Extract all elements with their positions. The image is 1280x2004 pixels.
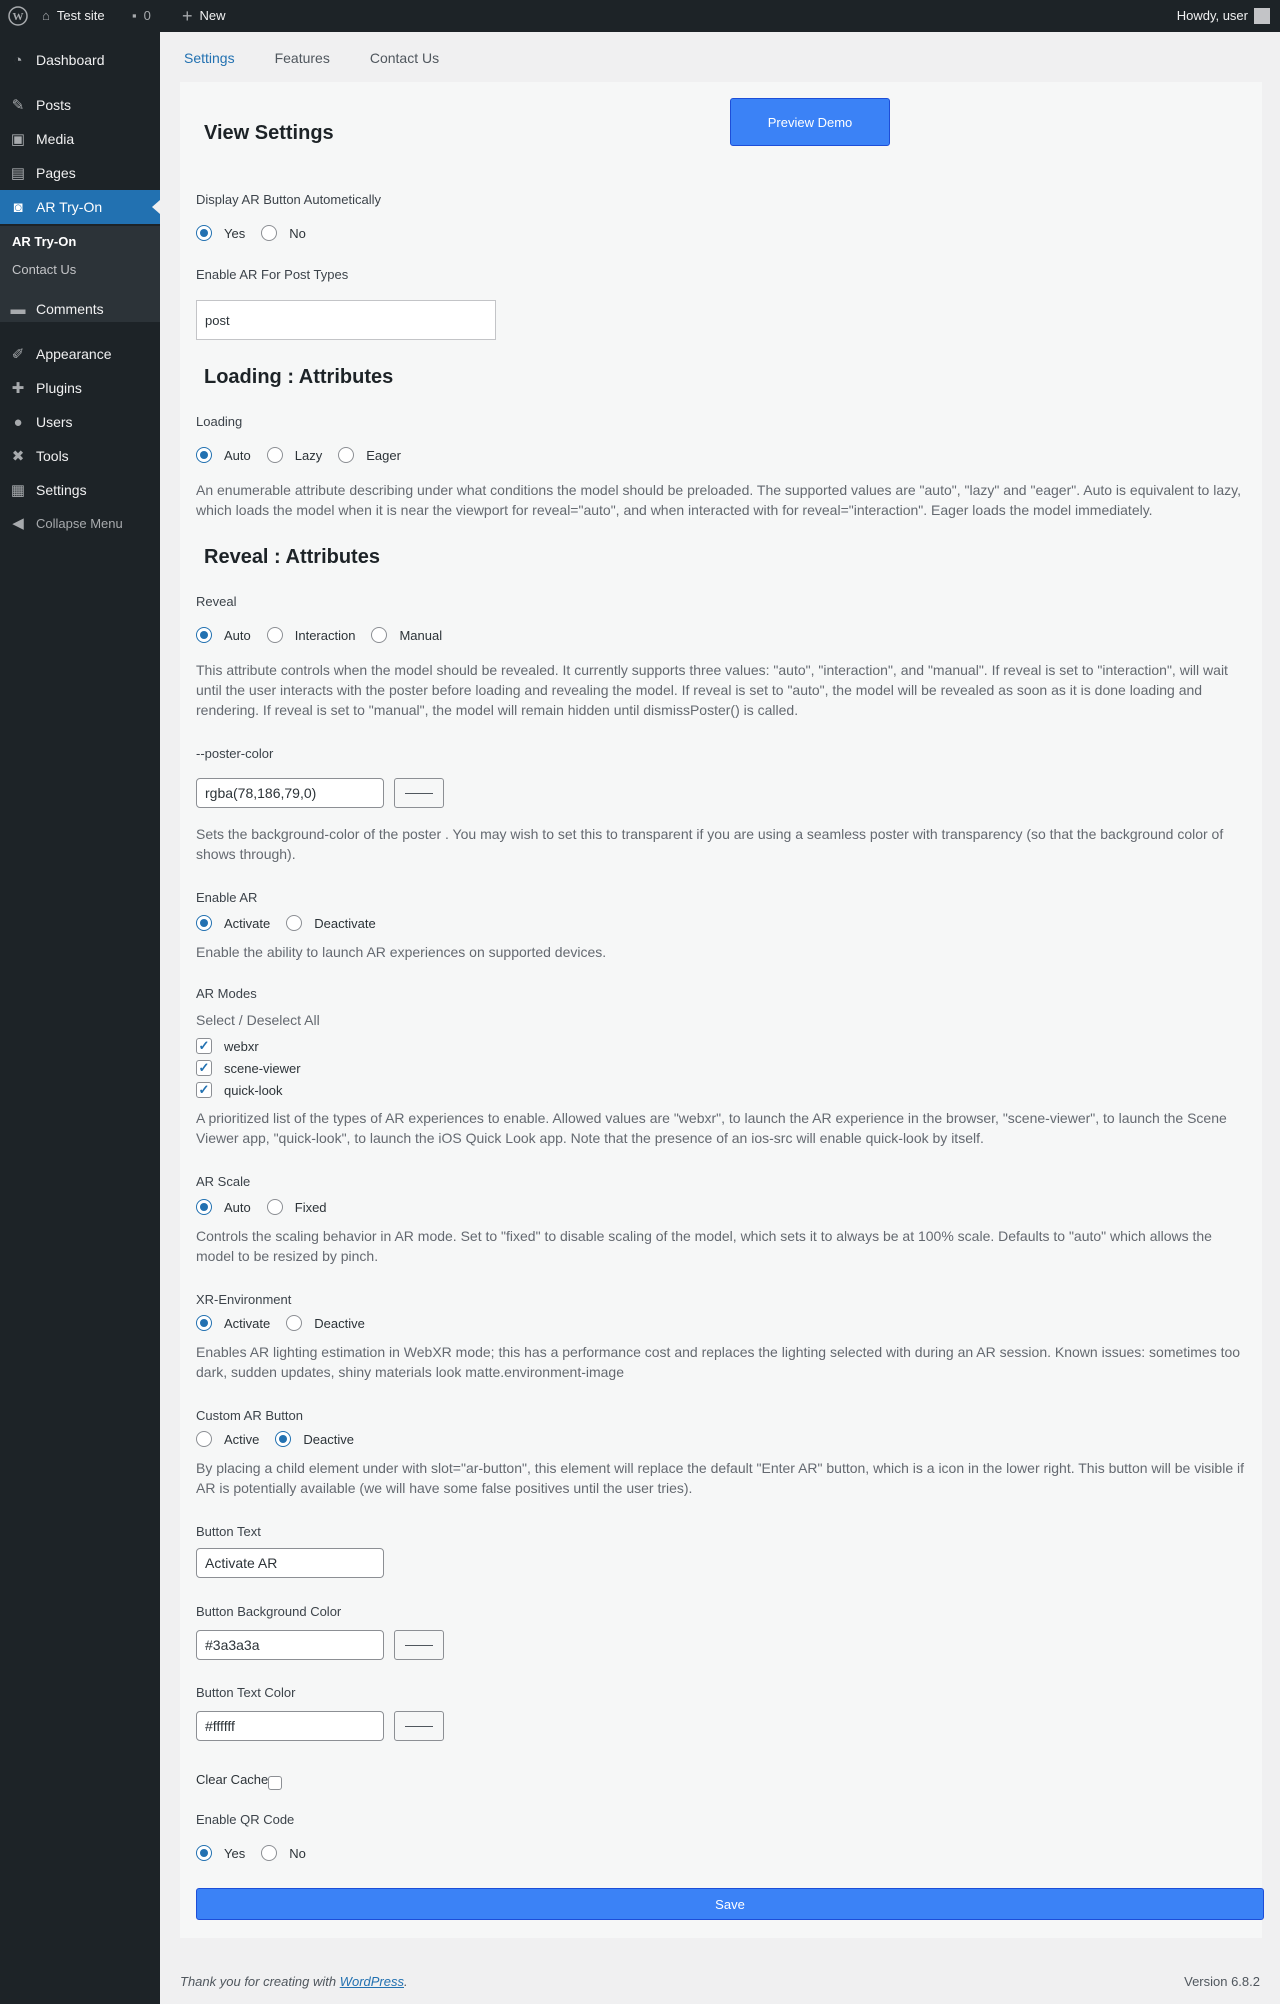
checkbox-label: webxr: [224, 1038, 259, 1054]
new-label: New: [199, 8, 226, 23]
submenu-item-ar-tryon[interactable]: AR Try-On: [12, 234, 77, 249]
plug-icon: ✚: [11, 380, 25, 397]
radio-label: Eager: [366, 447, 401, 463]
ar-mode-webxr: [196, 1038, 259, 1054]
ar-tryon-icon: ◙: [13, 198, 23, 216]
reveal-interaction-radio[interactable]: [267, 627, 283, 643]
section-title-view-settings: View Settings: [204, 122, 334, 144]
footer-version: Version 6.8.2: [1184, 1974, 1260, 1989]
button-bg-color-input[interactable]: #3a3a3a: [196, 1630, 384, 1660]
ar-modes-label: AR Modes: [196, 986, 257, 1001]
custom-button-deactive-radio[interactable]: [275, 1431, 291, 1447]
custom-ar-button-radio-group: [196, 1431, 370, 1447]
button-text-color-label: Button Text Color: [196, 1685, 296, 1700]
settings-panel: [180, 82, 1262, 1938]
comment-bubble-icon: ▪: [132, 8, 137, 23]
radio-label: Manual: [399, 627, 443, 643]
radio-label: No: [289, 225, 306, 241]
sidebar-item-ar-tryon[interactable]: [0, 190, 160, 224]
ar-scale-radio-group: [196, 1199, 343, 1215]
sidebar-item-label: Media: [36, 131, 75, 147]
reveal-manual-radio[interactable]: [371, 627, 387, 643]
dashboard-icon: ◔: [13, 51, 23, 69]
qr-code-label: Enable QR Code: [196, 1812, 295, 1827]
xr-environment-radio-group: [196, 1315, 381, 1331]
clear-cache-row: [196, 1768, 294, 1790]
sidebar-item-media[interactable]: [0, 122, 160, 156]
comments-link[interactable]: [132, 0, 151, 32]
ar-mode-quick-look-checkbox[interactable]: ✓: [196, 1082, 212, 1098]
footer-thanks-text: Thank you for creating with: [180, 1974, 340, 1989]
radio-label: Deactivate: [314, 915, 376, 931]
display-ar-label: Display AR Button Autometically: [196, 192, 381, 207]
radio-label: Auto: [224, 1199, 251, 1215]
radio-label: Auto: [224, 627, 251, 643]
comments-icon: ▬: [10, 300, 26, 318]
tab-settings[interactable]: Settings: [184, 50, 235, 66]
collapse-menu-button[interactable]: [0, 506, 160, 540]
my-account-link[interactable]: [1177, 0, 1270, 32]
avatar: [1254, 8, 1270, 24]
pin-icon: ✎: [11, 97, 25, 114]
poster-color-label: --poster-color: [196, 746, 274, 761]
radio-label: Interaction: [294, 627, 356, 643]
comments-count: 0: [143, 8, 151, 23]
sidebar-item-posts[interactable]: [0, 88, 160, 122]
custom-ar-button-description: By placing a child element under with slot="ar-button", this element will replace the default "Enter AR" button, which is a icon in the lower right. This button will be visible if AR is potentially available (we will have some false positives until the user tries).: [196, 1460, 1244, 1496]
sidebar-item-label: Users: [36, 414, 73, 430]
settings-icon: ▦: [10, 482, 26, 499]
qr-code-radio-group: [196, 1845, 322, 1861]
wordpress-link[interactable]: WordPress: [339, 1974, 404, 1989]
ar-scale-label: AR Scale: [196, 1174, 251, 1189]
home-icon: ⌂: [42, 8, 50, 23]
wrench-icon: ✖: [11, 448, 25, 465]
enable-ar-radio-group: [196, 915, 392, 931]
sidebar-item-label: Dashboard: [36, 52, 105, 68]
sidebar-item-pages[interactable]: [0, 156, 160, 190]
ar-modes-description: A prioritized list of the types of AR experiences to enable. Allowed values are "webxr", to launch the AR experience in the browser, "scene-viewer", to launch the Scene Viewer app, "quick-look", to launch the iOS Quick Look app. Note that the presence of an ios-src will enable quick-look by itself.: [196, 1110, 1227, 1146]
reveal-label: Reveal: [196, 594, 237, 609]
admin-sidebar: [0, 32, 160, 2004]
button-bg-color-picker-button[interactable]: [394, 1630, 444, 1660]
reveal-radio-group: [196, 627, 458, 643]
sidebar-item-label: Comments: [36, 301, 104, 317]
radio-label: Yes: [224, 1845, 246, 1861]
qr-code-yes-radio[interactable]: [196, 1845, 212, 1861]
settings-tabs: [184, 50, 479, 66]
admin-bar: [0, 0, 1280, 32]
custom-button-active-radio[interactable]: [196, 1431, 212, 1447]
sidebar-item-dashboard[interactable]: [0, 43, 160, 77]
xr-env-deactive-radio[interactable]: [286, 1315, 302, 1331]
submenu-item-contact-us[interactable]: Contact Us: [12, 262, 77, 277]
enable-ar-label: Enable AR: [196, 890, 258, 905]
loading-radio-group: [196, 447, 417, 463]
tab-features[interactable]: Features: [274, 50, 330, 66]
xr-env-activate-radio[interactable]: [196, 1315, 212, 1331]
site-name: Test site: [56, 8, 105, 23]
radio-label: Auto: [224, 447, 251, 463]
checkbox-label: scene-viewer: [224, 1060, 301, 1076]
ar-mode-scene-viewer-checkbox[interactable]: ✓: [196, 1060, 212, 1076]
media-icon: ▣: [10, 131, 26, 148]
radio-label: Active: [224, 1431, 260, 1447]
sidebar-item-label: AR Try-On: [36, 199, 103, 215]
radio-label: Activate: [224, 915, 271, 931]
wordpress-logo-icon[interactable]: [8, 0, 28, 32]
loading-eager-radio[interactable]: [338, 447, 354, 463]
sidebar-item-label: Settings: [36, 482, 87, 498]
site-name-link[interactable]: [42, 0, 105, 32]
sidebar-item-label: Plugins: [36, 380, 82, 396]
svg-text:W: W: [12, 11, 24, 23]
ar-mode-quick-look: [196, 1082, 283, 1098]
loading-auto-radio[interactable]: [196, 447, 212, 463]
enable-ar-activate-radio[interactable]: [196, 915, 212, 931]
sidebar-item-plugins[interactable]: [0, 371, 160, 405]
user-icon: ●: [13, 413, 23, 431]
reveal-auto-radio[interactable]: [196, 627, 212, 643]
sidebar-item-label: Collapse Menu: [36, 515, 123, 531]
reveal-description: This attribute controls when the model should be revealed. It currently supports three values: "auto", "interaction", and "manual". If reveal is set to "interaction", will wait until the user interacts with the poster before loading and revealing the model. If reveal is set to "auto", the model will be revealed as soon as it is done loading and rendering. If reveal is set to "manual", the model will remain hidden until dismissPoster() is called.: [196, 662, 1228, 718]
pages-icon: ▤: [10, 165, 26, 182]
display-ar-radio-group: [196, 225, 322, 241]
clear-cache-label: Clear Cache: [196, 1771, 269, 1787]
ar-scale-auto-radio[interactable]: [196, 1199, 212, 1215]
new-content-link[interactable]: [182, 0, 226, 32]
enable-ar-deactivate-radio[interactable]: [286, 915, 302, 931]
button-text-color-input[interactable]: #ffffff: [196, 1711, 384, 1741]
brush-icon: ✐: [11, 346, 25, 363]
loading-lazy-radio[interactable]: [267, 447, 283, 463]
poster-color-picker-button[interactable]: [394, 778, 444, 808]
xr-environment-label: XR-Environment: [196, 1292, 292, 1307]
poster-color-description: Sets the background-color of the poster . You may wish to set this to transparent if you are using a seamless poster with transparency (so that the background color of shows through).: [196, 826, 1224, 862]
sidebar-item-comments[interactable]: [0, 292, 160, 326]
display-ar-yes-radio[interactable]: [196, 225, 212, 241]
sidebar-item-settings[interactable]: [0, 473, 160, 507]
sidebar-item-appearance[interactable]: [0, 337, 160, 371]
sidebar-item-label: Pages: [36, 165, 76, 181]
howdy-text: Howdy, user: [1176, 8, 1248, 23]
ar-scale-description: Controls the scaling behavior in AR mode. Set to "fixed" to disable scaling of the model, which sets it to always be at 100% scale. Defaults to "auto" which allows the model to be resized by pinch.: [196, 1228, 1212, 1264]
custom-ar-button-label: Custom AR Button: [196, 1408, 303, 1423]
collapse-icon: ◀: [12, 515, 24, 532]
ar-mode-scene-viewer: [196, 1060, 301, 1076]
checkbox-label: quick-look: [224, 1082, 283, 1098]
xr-environment-description: Enables AR lighting estimation in WebXR mode; this has a performance cost and replaces the lighting selected with during an AR session. Known issues: sometimes too dark, sudden updates, shiny materials look matte.environment-image: [196, 1344, 1241, 1380]
sidebar-item-label: Tools: [36, 448, 69, 464]
section-title-loading: Loading : Attributes: [204, 366, 394, 388]
radio-label: No: [289, 1845, 306, 1861]
enable-ar-description: Enable the ability to launch AR experiences on supported devices.: [196, 944, 607, 960]
display-ar-no-radio[interactable]: [261, 225, 277, 241]
button-text-input[interactable]: Activate AR: [196, 1548, 384, 1578]
sidebar-item-users[interactable]: [0, 405, 160, 439]
button-bg-color-label: Button Background Color: [196, 1604, 342, 1619]
radio-label: Activate: [224, 1315, 271, 1331]
save-button[interactable]: Save: [196, 1888, 1264, 1920]
tab-contact-us[interactable]: Contact Us: [369, 50, 440, 66]
main-content: [160, 32, 1280, 2004]
post-types-input[interactable]: post: [196, 300, 496, 340]
sidebar-item-label: Appearance: [36, 346, 112, 362]
ar-mode-webxr-checkbox[interactable]: ✓: [196, 1038, 212, 1054]
post-types-label: Enable AR For Post Types: [196, 267, 349, 282]
qr-code-no-radio[interactable]: [261, 1845, 277, 1861]
select-deselect-all-link[interactable]: Select / Deselect All: [196, 1012, 320, 1028]
poster-color-input[interactable]: rgba(78,186,79,0): [196, 778, 384, 808]
radio-label: Fixed: [294, 1199, 327, 1215]
radio-label: Lazy: [294, 447, 323, 463]
radio-label: Deactive: [303, 1431, 354, 1447]
plus-icon: +: [182, 6, 193, 26]
radio-label: Deactive: [314, 1315, 365, 1331]
button-text-label: Button Text: [196, 1524, 261, 1539]
preview-demo-button[interactable]: Preview Demo: [730, 98, 890, 146]
footer-thanks: [180, 1974, 408, 1989]
loading-label: Loading: [196, 414, 243, 429]
radio-label: Yes: [224, 225, 246, 241]
sidebar-item-tools[interactable]: [0, 439, 160, 473]
clear-cache-checkbox[interactable]: [268, 1776, 282, 1790]
section-title-reveal: Reveal : Attributes: [204, 546, 380, 568]
ar-scale-fixed-radio[interactable]: [267, 1199, 283, 1215]
footer-thanks-suffix: .: [404, 1974, 408, 1989]
button-text-color-picker-button[interactable]: [394, 1711, 444, 1741]
sidebar-item-label: Posts: [36, 97, 72, 113]
loading-description: An enumerable attribute describing under what conditions the model should be preloaded. The supported values are "auto", "lazy" and "eager". Auto is equivalent to lazy, which loads the model when it is near the viewport for reveal="auto", and when interacted with for reveal="interaction". Eager loads the model immediately.: [196, 482, 1241, 518]
